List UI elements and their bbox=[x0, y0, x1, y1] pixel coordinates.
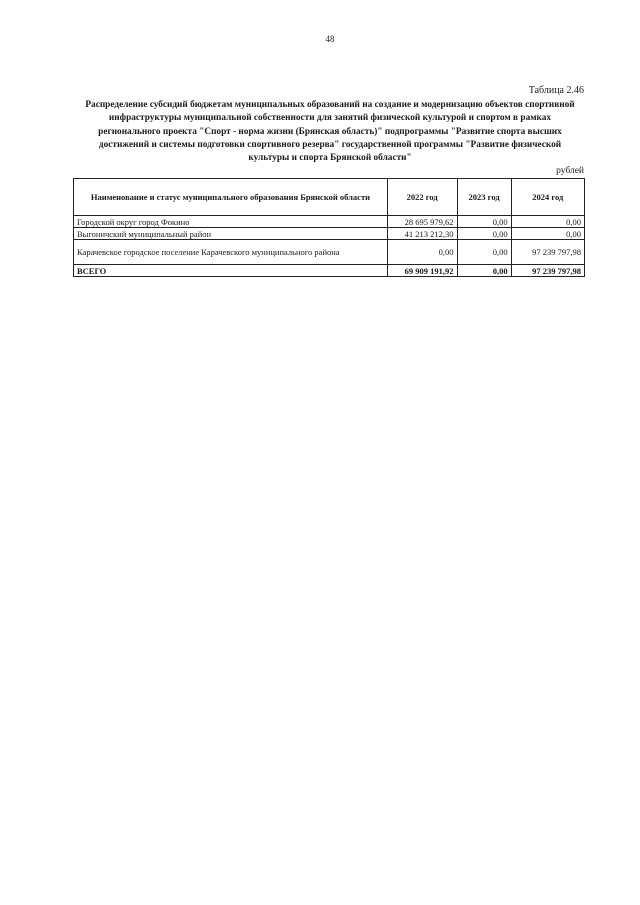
header-2024: 2024 год bbox=[511, 179, 584, 216]
header-2023: 2023 год bbox=[457, 179, 511, 216]
cell-name: Карачевское городское поселение Карачевского муниципального района bbox=[74, 240, 388, 265]
cell-2024: 97 239 797,98 bbox=[511, 240, 584, 265]
cell-name: Городской округ город Фокино bbox=[74, 216, 388, 228]
header-2022: 2022 год bbox=[387, 179, 457, 216]
cell-2022: 28 695 979,62 bbox=[387, 216, 457, 228]
table-label: Таблица 2.46 bbox=[528, 85, 584, 96]
total-2022: 69 909 191,92 bbox=[387, 265, 457, 277]
title-line: регионального проекта "Спорт - норма жизни (Брянская область)" подпрограммы "Развитие спорта высших bbox=[98, 126, 562, 137]
cell-2023: 0,00 bbox=[457, 240, 511, 265]
title-line: достижений и системы подготовки спортивного резерва" государственной программы "Развитие физической bbox=[98, 139, 562, 150]
table-row bbox=[74, 240, 585, 265]
total-2023: 0,00 bbox=[457, 265, 511, 277]
cell-2023: 0,00 bbox=[457, 216, 511, 228]
table-row bbox=[74, 228, 585, 240]
document-title bbox=[70, 99, 590, 165]
subsidy-table bbox=[73, 178, 585, 277]
total-name: ВСЕГО bbox=[74, 265, 388, 277]
table-header-row bbox=[74, 179, 585, 216]
cell-2022: 41 213 212,30 bbox=[387, 228, 457, 240]
title-line: инфраструктуры муниципальной собственности для занятий физической культурой и спортом в рамках bbox=[108, 113, 552, 124]
page-number: 48 bbox=[325, 34, 335, 44]
cell-2024: 0,00 bbox=[511, 216, 584, 228]
cell-2023: 0,00 bbox=[457, 228, 511, 240]
table-total-row bbox=[74, 265, 585, 277]
units-label: рублей bbox=[556, 166, 584, 176]
cell-2022: 0,00 bbox=[387, 240, 457, 265]
title-line: Распределение субсидий бюджетам муниципальных образований на создание и модернизацию объектов спортивной bbox=[85, 100, 575, 110]
cell-2024: 0,00 bbox=[511, 228, 584, 240]
total-2024: 97 239 797,98 bbox=[511, 265, 584, 277]
cell-name: Выгоничский муниципальный район bbox=[74, 228, 388, 240]
header-name: Наименование и статус муниципального образования Брянской области bbox=[74, 179, 388, 216]
table-row bbox=[74, 216, 585, 228]
title-line: культуры и спорта Брянской области" bbox=[248, 153, 412, 164]
